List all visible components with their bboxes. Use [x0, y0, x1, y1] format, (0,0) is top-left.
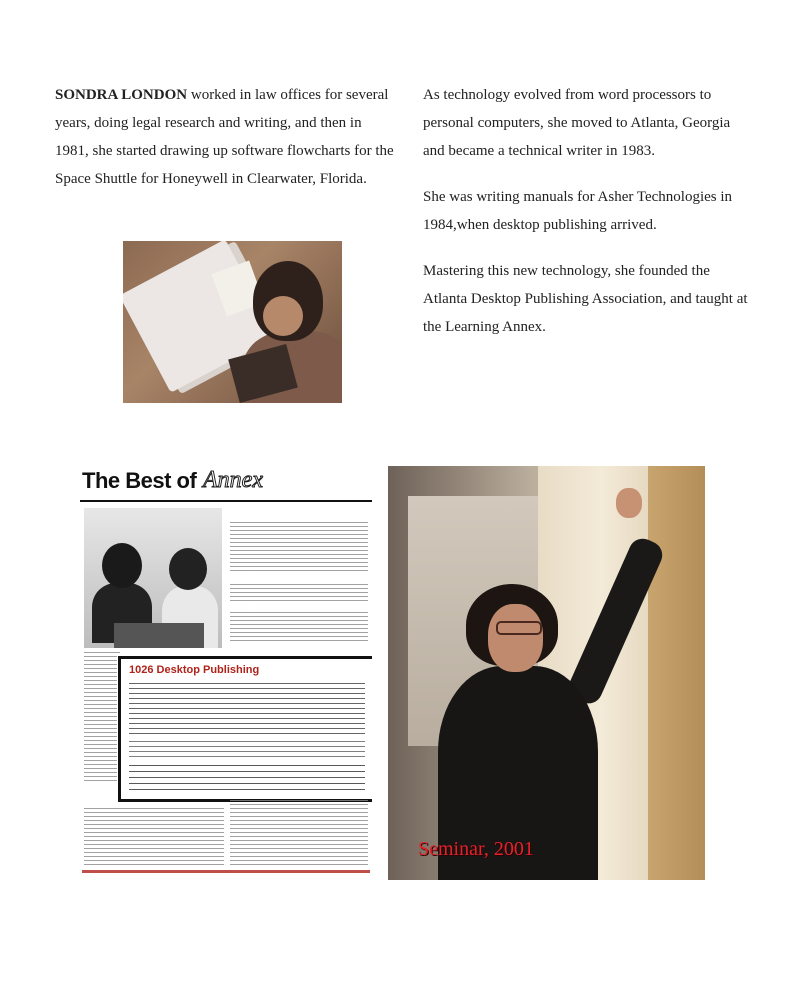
right-column: [423, 81, 753, 341]
left-column: [55, 81, 395, 193]
annex-logo: Annex: [203, 467, 263, 493]
seminar-caption: Seminar, 2001: [418, 838, 534, 860]
subject-name: SONDRA LONDON: [55, 87, 188, 103]
featured-course-box: [118, 656, 372, 802]
intro-text: worked in law offices for several years, doing legal research and writing, and then in 1981, she started drawing up software flowcharts for the Space Shuttle for Honeywell in Clearwater, Florida.: [55, 87, 394, 187]
intro-paragraph: [55, 81, 395, 193]
clipping-photo: [84, 508, 222, 648]
featured-course-title: 1026 Desktop Publishing: [129, 664, 260, 676]
computer-photo: [123, 241, 342, 403]
paragraph-technology: As technology evolved from word processors to personal computers, she moved to Atlanta, Georgia and became a technical writer in 1983.: [423, 87, 731, 159]
paragraph-manuals: She was writing manuals for Asher Technologies in 1984,when desktop publishing arrived.: [423, 189, 733, 233]
seminar-photo: [388, 466, 705, 880]
paragraph-association: Mastering this new technology, she founded the Atlanta Desktop Publishing Association, and taught at the Learning Annex.: [423, 263, 748, 335]
clipping-masthead: The Best of: [82, 468, 197, 493]
newspaper-clipping: [80, 466, 372, 880]
